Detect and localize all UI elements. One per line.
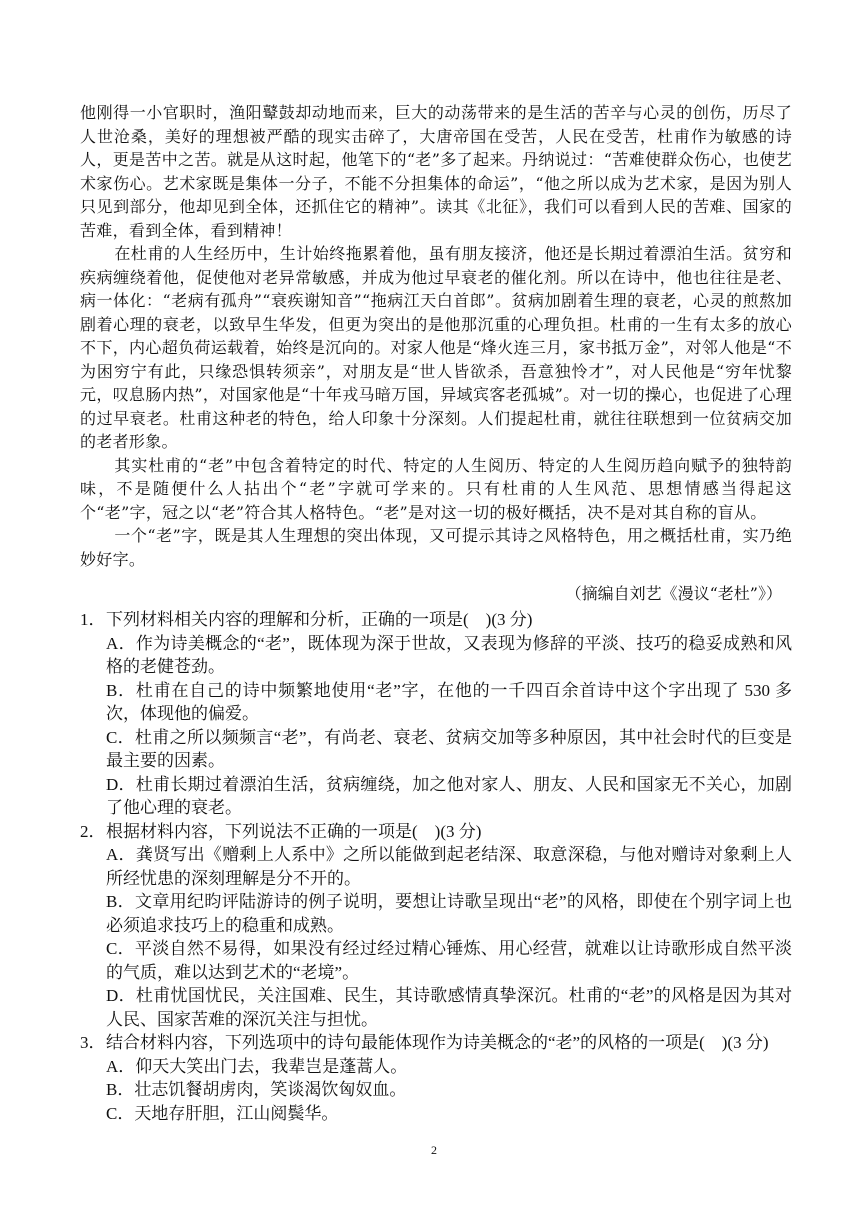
option-a: A．作为诗美概念的“老”，既体现为深于世故，又表现为修辞的平淡、技巧的稳妥成熟和风格的老健苍劲。 — [106, 633, 792, 676]
option-a: A．仰天大笑出门去，我辈岂是蓬蒿人。 — [106, 1056, 408, 1076]
question-number: 3． — [80, 1033, 106, 1052]
option-a: A．龚贤写出《赠剩上人系中》之所以能做到起老结深、取意深稳，与他对赠诗对象剩上人所经忧患的深刻理解是分不开的。 — [106, 845, 792, 888]
question-3 — [80, 1031, 792, 1125]
option-d: D．杜甫忧国忧民，关注国难、民生，其诗歌感情真挚深沉。杜甫的“老”的风格是因为其对人民、国家苦难的深沉关注与担忧。 — [106, 986, 792, 1029]
option-b: B．壮志饥餐胡虏肉，笑谈渴饮匈奴血。 — [106, 1080, 407, 1099]
option-b: B．文章用纪昀评陆游诗的例子说明，要想让诗歌呈现出“老”的风格，即使在个别字词上也必须追求技巧上的稳重和成熟。 — [106, 892, 792, 935]
option-b: B．杜甫在自己的诗中频繁地使用“老”字，在他的一千四百余首诗中这个字出现了 530 多次，体现他的偏爱。 — [106, 680, 792, 723]
question-number: 2． — [80, 821, 106, 841]
question-1 — [80, 608, 792, 820]
option-c: C．杜甫之所以频频言“老”，有尚老、衰老、贫病交加等多种原因，其中社会时代的巨变是最主要的因素。 — [106, 727, 792, 770]
passage-paragraph-1: 他刚得一小官职时，渔阳鼙鼓却动地而来，巨大的动荡带来的是生活的苦辛与心灵的创伤，历尽了人世沧桑，美好的理想被严酷的现实击碎了，大唐帝国在受苦，人民在受苦，杜甫作为敏感的诗人，更是苦中之苦。就是从这时起，他笔下的“老”多了起来。丹纳说过：“苦难使群众伤心，也使艺术家伤心。艺术家既是集体一分子，不能不分担集体的命运”，“他之所以成为艺术家，是因为别人只见到部分，他却见到全体，还抓住它的精神”。读其《北征》，我们可以看到人民的苦难、国家的苦难，看到全体，看到精神！ — [80, 103, 792, 240]
question-list — [80, 608, 792, 1125]
page-number: 2 — [431, 1143, 437, 1157]
question-stem: 下列材料相关内容的理解和分析，正确的一项是( )(3 分) — [106, 610, 533, 629]
reading-passage — [80, 101, 792, 571]
passage-paragraph-3: 其实杜甫的“老”中包含着特定的时代、特定的人生阅历、特定的人生阅历趋向赋予的独特韵味，不是随便什么人拈出个“老”字就可学来的。只有杜甫的人生风范、思想情感当得起这个“老”字，冠之以“老”符合其人格特色。“老”是对这一切的极好概括，决不是对其自称的盲从。 — [80, 455, 792, 522]
passage-source: （摘编自刘艺《漫议“老杜”》） — [565, 584, 782, 603]
question-stem: 根据材料内容，下列说法不正确的一项是( )(3 分) — [106, 821, 482, 841]
option-c: C．平淡自然不易得，如果没有经过经过精心锤炼、用心经营，就难以让诗歌形成自然平淡的气质，难以达到艺术的“老境”。 — [106, 939, 792, 982]
option-d: D．杜甫长期过着漂泊生活，贫病缠绕，加之他对家人、朋友、人民和国家无不关心，加剧了他心理的衰老。 — [106, 774, 792, 817]
option-c: C．天地存肝胆，江山阅鬓华。 — [106, 1103, 339, 1123]
question-stem: 结合材料内容，下列选项中的诗句最能体现作为诗美概念的“老”的风格的一项是( )(3 分) — [106, 1033, 769, 1052]
question-number: 1． — [80, 610, 106, 629]
question-2 — [80, 820, 792, 1032]
passage-paragraph-4: 一个“老”字，既是其人生理想的突出体现，又可提示其诗之风格特色，用之概括杜甫，实乃绝妙好字。 — [80, 526, 792, 569]
passage-paragraph-2: 在杜甫的人生经历中，生计始终拖累着他，虽有朋友接济，他还是长期过着漂泊生活。贫穷和疾病缠绕着他，促使他对老异常敏感，并成为他过早衰老的催化剂。所以在诗中，他也往往是老、病一体化：“老病有孤舟”“衰疾谢知音”“拖病江天白首郎”。贫病加剧着生理的衰老，心灵的煎熬加剧着心理的衰老，以致早生华发，但更为突出的是他那沉重的心理负担。杜甫的一生有太多的放心不下，内心超负荷运载着，始终是沉向的。对家人他是“烽火连三月，家书抵万金”，对邻人他是“不为困穷宁有此，只缘恐惧转须亲”，对朋友是“世人皆欲杀，吾意独怜才”，对人民他是“穷年忧黎元，叹息肠内热”，对国家他是“十年戎马暗万国，异域宾客老孤城”。对一切的操心，也促进了心理的过早衰老。杜甫这种老的特色，给人印象十分深刻。人们提起杜甫，就往往联想到一位贫病交加的老者形象。 — [80, 244, 792, 451]
